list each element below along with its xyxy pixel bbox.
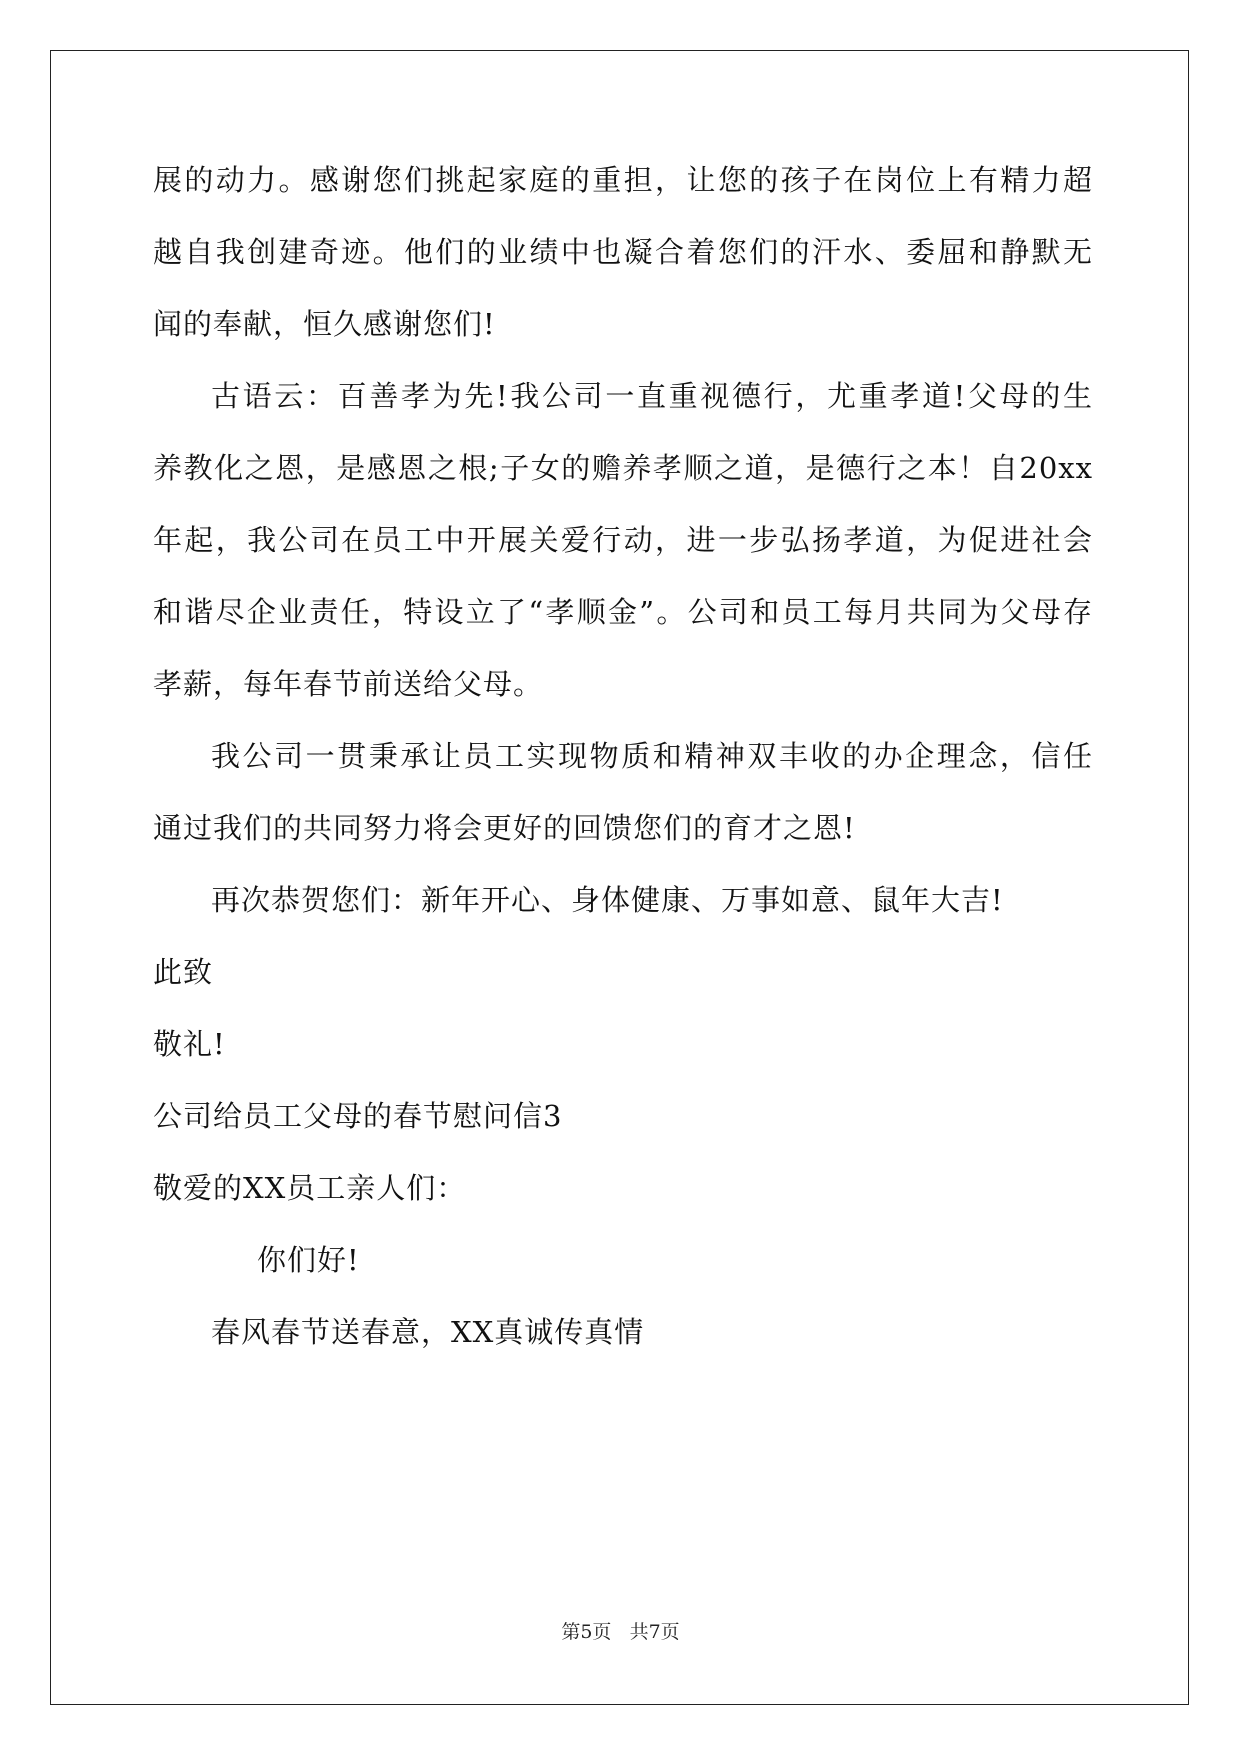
paragraph-line: 越自我创建奇迹。他们的业绩中也凝合着您们的汗水、委屈和静默无 (153, 235, 1093, 269)
page-footer (0, 1620, 1241, 1644)
paragraph-line: 我公司一贯秉承让员工实现物质和精神双丰收的办企理念，信任 (211, 739, 1093, 773)
paragraph-line: 春风春节送春意，XX真诚传真情 (211, 1315, 645, 1349)
paragraph-line: 闻的奉献，恒久感谢您们! (153, 307, 496, 341)
paragraph-line: 再次恭贺您们：新年开心、身体健康、万事如意、鼠年大吉! (211, 883, 1004, 917)
paragraph-line: 古语云：百善孝为先!我公司一直重视德行，尤重孝道!父母的生 (211, 379, 1093, 413)
letter-hello: 你们好! (257, 1243, 360, 1277)
section-title: 公司给员工父母的春节慰问信3 (153, 1099, 563, 1133)
paragraph-line: 孝薪，每年春节前送给父母。 (153, 667, 544, 701)
page-number-total: 共7页 (629, 1621, 680, 1643)
paragraph-line: 年起，我公司在员工中开展关爱行动，进一步弘扬孝道，为促进社会 (153, 523, 1093, 557)
closing-salutation: 此致 (153, 955, 214, 989)
closing-regards: 敬礼! (153, 1027, 226, 1061)
paragraph-line: 养教化之恩，是感恩之根;子女的赡养孝顺之道，是德行之本！自20xx (153, 451, 1093, 485)
paragraph-line: 通过我们的共同努力将会更好的回馈您们的育才之恩! (153, 811, 856, 845)
letter-greeting: 敬爱的XX员工亲人们： (153, 1171, 467, 1205)
page-border (50, 50, 1189, 1705)
page-number-current: 第5页 (561, 1621, 612, 1643)
paragraph-line: 和谐尽企业责任，特设立了“孝顺金”。公司和员工每月共同为父母存 (153, 595, 1093, 629)
paragraph-line: 展的动力。感谢您们挑起家庭的重担，让您的孩子在岗位上有精力超 (153, 163, 1093, 197)
